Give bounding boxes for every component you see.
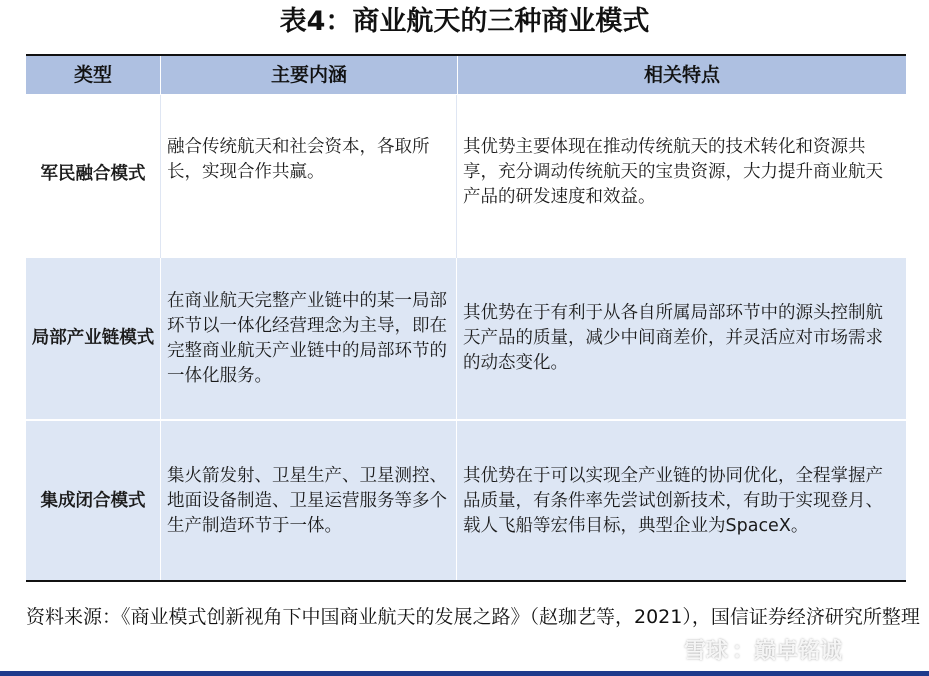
footer-accent-bar [0, 671, 929, 676]
row-features: 其优势主要体现在推动传统航天的技术转化和资源共享，充分调动传统航天的宝贵资源，大力提升商业航天产品的研发速度和效益。 [456, 95, 906, 258]
row-content: 集火箭发射、卫星生产、卫星测控、地面设备制造、卫星运营服务等多个生产制造环节于一体。 [160, 421, 456, 581]
table-row [26, 258, 906, 419]
header-type: 类型 [73, 64, 112, 86]
row-features: 其优势在于有利于从各自所属局部环节中的源头控制航天产品的质量，减少中间商差价，并灵活应对市场需求的动态变化。 [456, 258, 906, 419]
table-header [26, 56, 906, 94]
row-content: 融合传统航天和社会资本，各取所长，实现合作共赢。 [160, 95, 456, 258]
table-row [26, 95, 906, 258]
row-features: 其优势在于可以实现全产业链的协同优化，全程掌握产品质量，有条件率先尝试创新技术，有助于实现登月、载人飞船等宏伟目标，典型企业为SpaceX。 [456, 421, 906, 581]
table-bottom-rule [26, 580, 906, 582]
table-row [26, 421, 906, 581]
row-content: 在商业航天完整产业链中的某一局部环节以一体化经营理念为主导，即在完整商业航天产业链中的局部环节的一体化服务。 [160, 258, 456, 419]
header-content: 主要内涵 [160, 56, 457, 94]
row-type: 集成闭合模式 [40, 490, 146, 511]
watermark [684, 634, 842, 665]
snowball-logo-icon: 雪球 [684, 639, 729, 664]
source-note: 资料来源：《商业模式创新视角下中国商业航天的发展之路》（赵珈艺等，2021），国信证券经济研究所整理 [26, 606, 920, 628]
watermark-author: ：巅卓铭诚 [732, 639, 843, 664]
row-type: 军民融合模式 [40, 164, 146, 184]
page-title: 表4：商业航天的三种商业模式 [279, 6, 650, 37]
header-features: 相关特点 [457, 56, 906, 94]
row-type: 局部产业链模式 [31, 328, 155, 348]
